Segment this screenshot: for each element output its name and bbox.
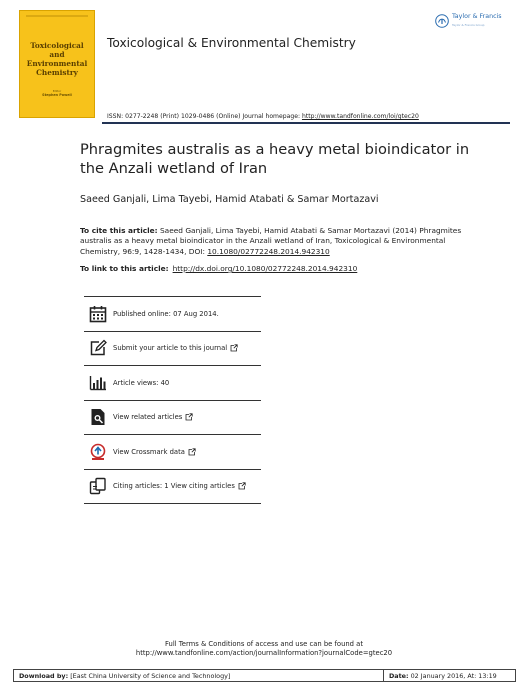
cite-label: To cite this article: xyxy=(80,226,158,235)
journal-homepage-link[interactable]: http://www.tandfonline.com/loi/gtec20 xyxy=(301,113,419,120)
date-label: Date: xyxy=(389,672,409,680)
issn-text: ISSN: 0277-2248 (Print) 1029-0486 (Online) Journal homepage: xyxy=(107,113,301,120)
cover-title: Toxicological and Environmental Chemistry xyxy=(26,41,88,77)
date-value: 02 January 2016, At: 13:19 xyxy=(410,672,497,680)
publisher-logo[interactable] xyxy=(435,13,502,29)
article-link-line xyxy=(80,264,357,273)
footer-divider xyxy=(383,670,384,681)
crossmark-row[interactable] xyxy=(84,435,261,470)
terms-url[interactable]: http://www.tandfonline.com/action/journalInformation?journalCode=gtec20 xyxy=(135,649,393,657)
cite-text: Saeed Ganjali, Lima Tayebi, Hamid Atabati & Samar Mortazavi (2014) Phragmites australis as a heavy metal bioindicator in the Anzali wetland of Iran, Toxicological & Environmental Chemistry, 96:9, 1428-1434, DOI: xyxy=(80,226,462,256)
external-link-icon xyxy=(238,482,246,490)
publisher-group: Taylor & Francis Group xyxy=(452,23,485,27)
related-articles-label: View related articles xyxy=(113,413,183,422)
download-info-bar xyxy=(13,669,516,682)
cover-editor-label: Editor xyxy=(52,89,62,93)
journal-cover-image xyxy=(19,10,95,118)
calendar-icon xyxy=(88,304,108,324)
journal-title: Toxicological & Environmental Chemistry xyxy=(107,36,356,50)
external-link-icon xyxy=(188,448,196,456)
related-articles-row[interactable] xyxy=(84,401,261,436)
submit-article-label: Submit your article to this journal xyxy=(113,344,228,353)
published-online-row xyxy=(84,297,261,332)
header-divider xyxy=(102,122,510,124)
cover-decoration xyxy=(26,15,88,17)
download-institution: [East China University of Science and Technology] xyxy=(70,672,231,680)
crossmark-label: View Crossmark data xyxy=(113,447,185,456)
external-link-icon xyxy=(185,413,193,421)
published-online-label: Published online: 07 Aug 2014. xyxy=(113,309,219,318)
submit-article-row[interactable] xyxy=(84,332,261,367)
citing-icon xyxy=(88,476,108,496)
terms-line: Full Terms & Conditions of access and use can be found at xyxy=(165,640,363,648)
terms-notice xyxy=(0,640,528,658)
article-metrics-list xyxy=(84,296,261,504)
article-doi-link[interactable]: http://dx.doi.org/10.1080/02772248.2014.942310 xyxy=(172,264,358,273)
citing-articles-row[interactable] xyxy=(84,470,261,505)
publisher-name: Taylor & Francis xyxy=(452,13,502,20)
cite-doi-link[interactable]: 10.1080/02772248.2014.942310 xyxy=(207,246,330,256)
article-authors: Saeed Ganjali, Lima Tayebi, Hamid Atabati & Samar Mortazavi xyxy=(80,194,379,205)
citation-block xyxy=(80,226,480,257)
article-title: Phragmites australis as a heavy metal bioindicator in the Anzali wetland of Iran xyxy=(80,141,470,177)
download-by xyxy=(19,672,230,680)
search-document-icon xyxy=(88,407,108,427)
publisher-logo-icon xyxy=(435,14,449,28)
edit-icon xyxy=(88,338,108,358)
issn-line xyxy=(107,113,419,120)
article-views-label: Article views: 40 xyxy=(113,378,170,387)
citing-articles-label: Citing articles: 1 View citing articles xyxy=(113,482,235,491)
bar-chart-icon xyxy=(88,373,108,393)
crossmark-icon xyxy=(88,442,108,462)
download-label: Download by: xyxy=(19,672,69,680)
link-label: To link to this article: xyxy=(80,264,169,273)
cover-editor-name: Stephen Powell xyxy=(42,93,72,97)
cover-editor xyxy=(30,89,84,97)
article-views-row xyxy=(84,366,261,401)
download-date xyxy=(389,672,497,680)
external-link-icon xyxy=(230,344,238,352)
